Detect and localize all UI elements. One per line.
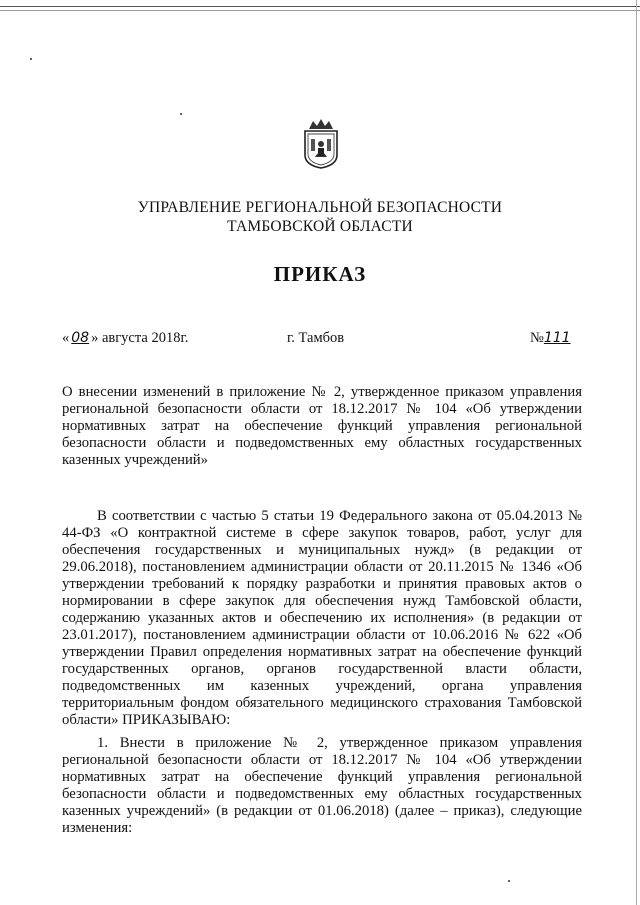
document-item-1: 1. Внести в приложение № 2, утвержденное приказом управления региональной безопасности области от 18.12.2017 № 104 «Об утверждении нормативных затрат на обеспечение функций управления региональной безопасности области и подведомственных ему областных государственных казенных учреждений» (в редакции от 01.06.2018) (далее – приказ), следующие изменения: <box>62 735 582 836</box>
scan-speck <box>508 880 510 882</box>
document-number <box>530 330 571 347</box>
date-open-quote: « <box>62 330 70 346</box>
scan-artifact-edge <box>636 0 637 905</box>
document-date <box>62 330 188 347</box>
document-preamble: В соответствии с частью 5 статьи 19 Федерального закона от 05.04.2013 № 44-ФЗ «О контрактной системе в сфере закупок товаров, работ, услуг для обеспечения государственных и муниципальных нужд» (в редакции от 29.06.2018), постановлением администрации области от 20.11.2015 № 1346 «Об утверждении требований к порядку разработки и принятия правовых актов о нормировании в сфере закупок для обеспечения нужд Тамбовской области, содержанию указанных актов и обеспечению их исполнения» (в редакции от 23.01.2017), постановлением администрации области от 10.06.2016 № 622 «Об утверждении Правил определения нормативных затрат на обеспечение функций государственных органов, органов государственной власти области, подведомственных им казенных учреждений, органа управления территориальным фондом обязательного медицинского страхования Тамбовской области» ПРИКАЗЫВАЮ: <box>62 508 582 728</box>
date-day-handwritten: 08 <box>71 330 90 346</box>
date-close-quote: » <box>91 330 99 346</box>
scan-artifact-line <box>0 6 640 7</box>
organization-name-line1: УПРАВЛЕНИЕ РЕГИОНАЛЬНОЙ БЕЗОПАСНОСТИ <box>137 199 503 216</box>
organization-name-line2: ТАМБОВСКОЙ ОБЛАСТИ <box>227 218 413 235</box>
document-city: г. Тамбов <box>287 330 345 346</box>
number-label: № <box>530 330 544 346</box>
scan-artifact-line <box>0 10 640 11</box>
tambov-coat-of-arms-icon <box>299 117 343 169</box>
document-title: ПРИКАЗ <box>273 262 367 286</box>
scan-speck <box>180 113 182 115</box>
number-handwritten: 111 <box>543 330 571 346</box>
document-subject: О внесении изменений в приложение № 2, утвержденное приказом управления региональной безопасности области от 18.12.2017 № 104 «Об утверждении нормативных затрат на обеспечение функций управления региональной безопасности области и подведомственных ему областных государственных казенных учреждений» <box>62 384 582 468</box>
scan-speck <box>30 58 32 60</box>
date-month-year: августа 2018г. <box>101 330 189 346</box>
